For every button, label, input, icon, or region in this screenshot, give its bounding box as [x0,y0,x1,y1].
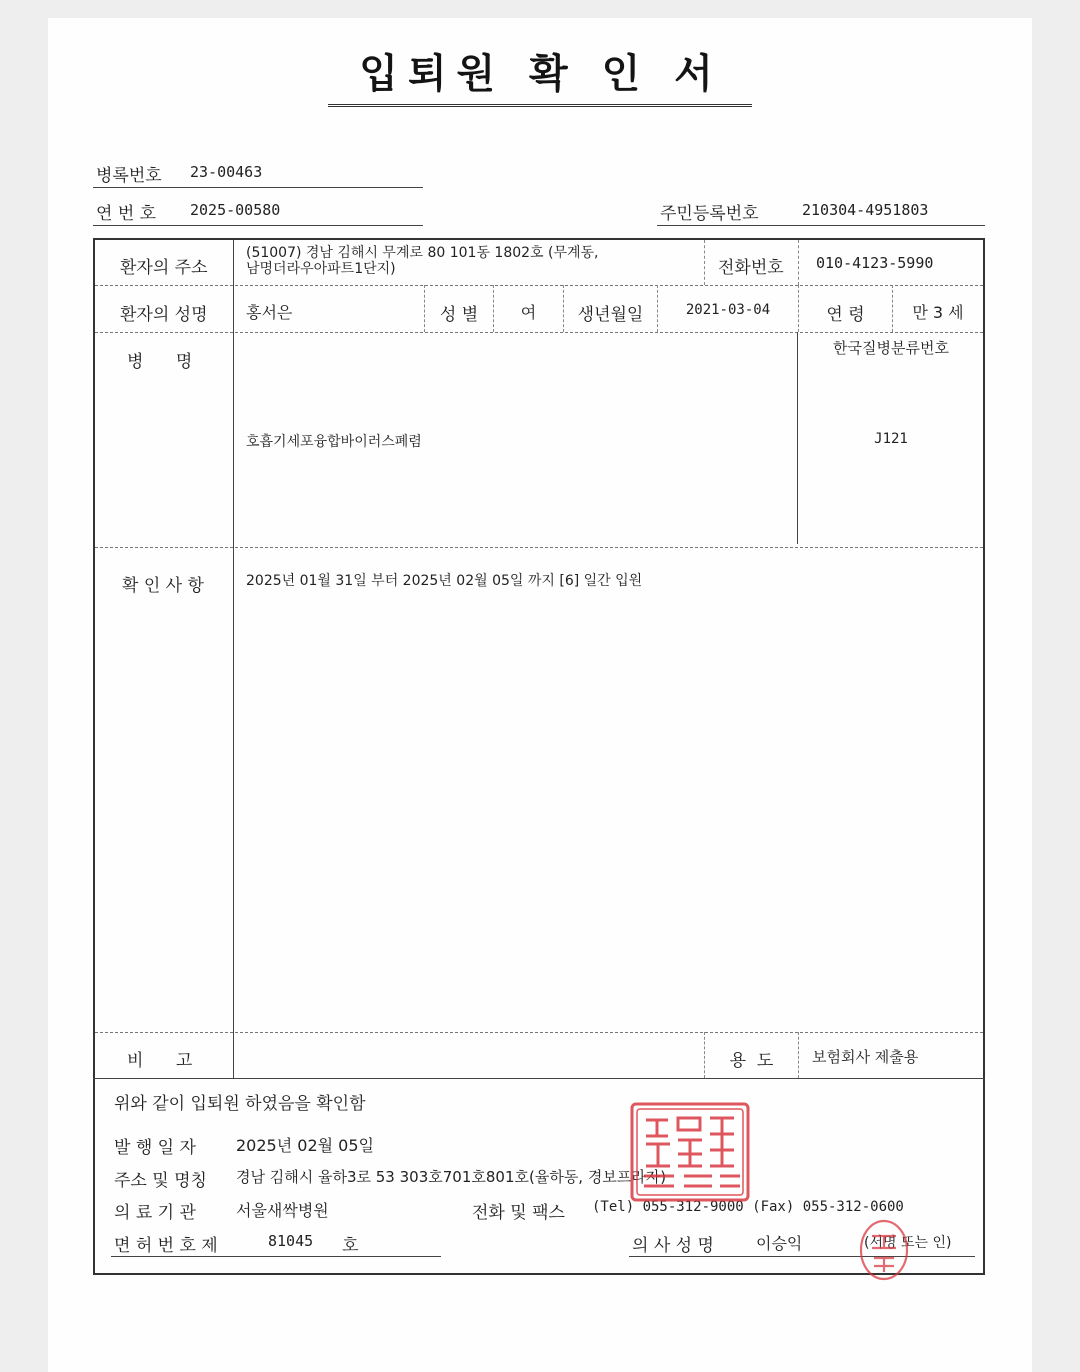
record-no-underline [93,187,423,188]
remarks-label: 비 고 [127,1051,193,1071]
hospital-seal [628,1100,752,1204]
sign-note: (서명 또는 인) [864,1235,952,1251]
doctor-label: 의 사 성 명 [632,1236,714,1256]
phone-label-right [798,240,799,285]
serial-no: 2025-00580 [190,201,281,219]
license-no: 81045 [268,1232,314,1250]
serial-no-label: 연 번 호 [96,204,157,224]
address-label: 환자의 주소 [120,258,208,278]
hospital-address-label: 주소 및 명칭 [114,1171,207,1191]
row-sep-5 [93,1078,985,1079]
age-value: 만 3 세 [912,303,964,322]
phone-value: 010-4123-5990 [816,254,934,272]
issue-date-label: 발 행 일 자 [114,1138,196,1158]
diagnosis-value: 호흡기세포융합바이러스폐렴 [246,434,422,450]
dob-label: 생년월일 [577,305,644,325]
license-underline [111,1256,441,1257]
address-line-1: (51007) 경남 김해시 무계로 80 101동 1802호 (무계동, [246,245,599,261]
label-col-divider [233,240,234,1078]
dob-value: 2021-03-04 [685,302,771,318]
code-col-divider [797,332,798,544]
record-no: 23-00463 [190,163,263,181]
doctor-seal [858,1218,910,1282]
row-sep-3 [95,547,983,548]
age-label: 연 령 [826,305,865,325]
kcd-label: 한국질병분류번호 [833,339,949,357]
resident-no: 210304-4951803 [802,201,929,219]
record-no-label: 병록번호 [96,166,162,186]
form-table [93,238,985,1275]
diagnosis-label: 병 명 [127,352,193,372]
issue-date: 2025년 02월 05일 [236,1136,374,1155]
purpose-label-right [798,1032,799,1078]
institution-name: 서울새싹병원 [236,1201,329,1220]
sex-label: 성 별 [439,305,479,325]
row-sep-4 [95,1032,983,1033]
phone-label: 전화번호 [718,258,784,278]
purpose-value: 보험회사 제출용 [812,1048,919,1066]
sex-value: 여 [520,303,537,322]
name-label: 환자의 성명 [120,305,208,325]
tel-fax-label: 전화 및 팩스 [472,1203,565,1223]
row-sep-2 [95,332,983,333]
kcd-value: J121 [874,431,908,447]
resident-no-underline [657,225,985,226]
institution-label: 의 료 기 관 [114,1203,196,1223]
address-line-2: 남명더라우아파트1단지) [246,261,396,277]
resident-no-label: 주민등록번호 [660,204,759,224]
tel-fax-value: (Tel) 055-312-9000 (Fax) 055-312-0600 [592,1199,904,1215]
title-underline [328,104,752,107]
license-label: 면 허 번 호 제 [114,1236,218,1256]
doctor-name: 이승익 [756,1234,803,1253]
serial-no-underline [93,225,423,226]
phone-label-left [704,240,705,285]
doctor-underline [629,1256,975,1257]
document-title: 입퇴원 확 인 서 [359,51,723,97]
hospital-address: 경남 김해시 율하3로 53 303호701호801호(율하동, 경보프라자) [236,1168,667,1186]
confirmation-label: 확 인 사 항 [122,576,204,596]
confirmation-value: 2025년 01월 31일 부터 2025년 02월 05일 까지 [6] 일간 입원 [246,573,643,589]
purpose-label: 용 도 [729,1051,774,1071]
name-value: 홍서은 [246,303,293,322]
license-suffix: 호 [342,1236,359,1256]
row-sep-1 [95,285,983,286]
confirmation-statement: 위와 같이 입퇴원 하였음을 확인함 [114,1094,366,1114]
